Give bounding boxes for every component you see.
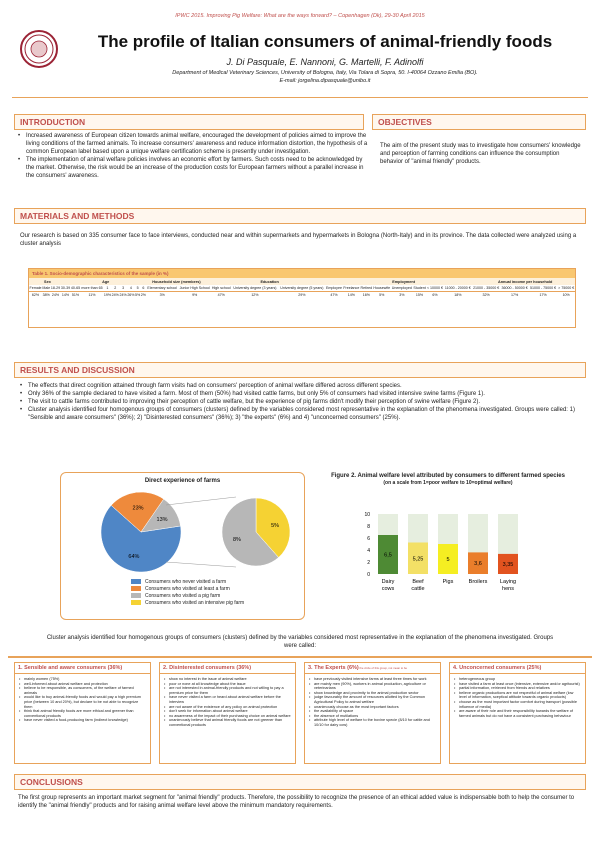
legend-swatch bbox=[131, 579, 141, 584]
table-header-cell: Female bbox=[29, 286, 42, 290]
table-cell: 18% bbox=[454, 293, 462, 297]
section-heading-conclusions: CONCLUSIONS bbox=[14, 774, 586, 790]
pie-legend bbox=[131, 578, 244, 606]
table-cell: 47% bbox=[217, 293, 225, 297]
cluster-box bbox=[449, 662, 586, 764]
x-tick-label: cattle bbox=[411, 586, 425, 592]
bar-value-label: 3,35 bbox=[502, 561, 514, 568]
cluster-title bbox=[450, 663, 585, 674]
authors: J. Di Pasquale, E. Nannoni, G. Martelli, F. Adinolfi bbox=[226, 57, 424, 67]
cluster-item: • attribute high level of welfare to the bovine specie (8/10 for cattle and 10/10 for dairy cow) bbox=[309, 718, 436, 727]
pie-label: 23% bbox=[132, 505, 144, 512]
results-body bbox=[20, 382, 586, 422]
list-item: • Cluster analysis identified four homogenous groups of consumers (clusters) defined by the variables considered most representative in the explanation of the phenomena investigated. Groups were called: 1) "Sensible and aware consumers" (36%); 2) "Disinterested consumers" (36%); 3) "the experts" (6%) and 4) "unconcerned consumers" (25%). bbox=[20, 406, 586, 422]
section-heading-introduction: INTRODUCTION bbox=[14, 114, 364, 130]
cluster-box bbox=[159, 662, 296, 764]
y-tick-label: 8 bbox=[367, 524, 370, 530]
table-header-cell: Elementary school bbox=[147, 286, 177, 290]
table-cell: 3% bbox=[159, 293, 165, 297]
cluster-item: • have never visited a food-producing farm (indirect knowledge) bbox=[19, 718, 146, 723]
table-header-cell: Retired bbox=[360, 286, 373, 290]
table-title: Table 1. Socio-demographic characteristics of the sample (in %) bbox=[29, 269, 575, 278]
y-tick-label: 10 bbox=[364, 512, 370, 518]
cluster-item: • show knowledge and proximity to the animal production sector bbox=[309, 691, 436, 696]
section-heading-methods: MATERIALS AND METHODS bbox=[14, 208, 586, 224]
table-header-cell: 11000 - 20000 € bbox=[444, 286, 471, 290]
sub-pie-label: 5% bbox=[271, 522, 280, 529]
y-tick-label: 6 bbox=[367, 536, 370, 542]
cluster-title-text: 4. Unconcerned consumers (25%) bbox=[453, 665, 542, 671]
table-header-cell: Student bbox=[413, 286, 426, 290]
cluster-item: • are mainly men (90%), workers in animal production, agriculture or veterinarians bbox=[309, 682, 436, 691]
table-header-cell: 6 bbox=[142, 286, 145, 290]
cluster-connector bbox=[8, 656, 592, 658]
table-cell: 17% bbox=[539, 293, 547, 297]
table-cell: 51% bbox=[71, 293, 80, 297]
methods-body: Our research is based on 335 consumer face to face interviews, conducted near and within supermarkets and hypermarkets in Bologna (North-Italy) and in its province. The data collected were analyzed using a cluster analysis bbox=[20, 233, 577, 247]
y-tick-label: 2 bbox=[367, 560, 370, 566]
table-cell: 17% bbox=[511, 293, 519, 297]
bar-value-label: 5 bbox=[446, 557, 450, 563]
list-item: • The implementation of animal welfare policies involves an economic effort by farmers. Such costs need to be acknowledged by the market. Otherwise, the risk would be an increase of the production costs for European farmers without a parallel increase in the consumers' awareness. bbox=[18, 156, 368, 180]
table-header-cell: 30-39 bbox=[60, 286, 71, 290]
bar-value-label: 6,5 bbox=[384, 552, 392, 559]
table-header-cell: < 10000 € bbox=[426, 286, 444, 290]
pie-connector bbox=[166, 497, 236, 505]
cluster-item: • the availability of space bbox=[309, 709, 436, 714]
chart-title: Direct experience of farms bbox=[144, 478, 221, 484]
table-cell: 9% bbox=[192, 293, 198, 297]
table-cell: 12% bbox=[251, 293, 259, 297]
table-header-cell: University degree (3 years) bbox=[233, 286, 277, 290]
pie-label: 13% bbox=[156, 516, 168, 523]
conference-banner: IPWC 2015. Improving Pig Welfare: What are the ways forward? – Copenhagen (Dk), 29-30 April 2015 bbox=[175, 13, 425, 19]
table-header-cell: Junior High School bbox=[179, 286, 210, 290]
cluster-item: • choose as the most important factor comfort during transport (possible influence of media) bbox=[454, 700, 581, 709]
conclusions-body: The first group represents an important market segment for "animal friendly" products. Therefore, the possibility to recognize the presence of an ethical added value is indispensable both to help the consumer to identify the "animal friendly" products and for raising animal welfare level above the minimum mandatory requirements. bbox=[18, 795, 575, 809]
table-header-cell: > 75000 € bbox=[558, 286, 575, 290]
pie-connector bbox=[166, 562, 236, 567]
legend-swatch bbox=[131, 600, 141, 605]
table-header-cell: 36000 - 50000 € bbox=[501, 286, 528, 290]
bar-chart bbox=[318, 504, 578, 614]
table-cell: 32% bbox=[482, 293, 490, 297]
cluster-box bbox=[14, 662, 151, 764]
table-group-header bbox=[29, 278, 575, 285]
table-header-cell: 1 bbox=[106, 286, 109, 290]
table-cell: 11% bbox=[88, 293, 96, 297]
cluster-item: • are not interested in animal-friendly products and not willing to pay a premium price for them bbox=[164, 686, 291, 695]
table-cell: 14% bbox=[61, 293, 70, 297]
chart-subtitle: (on a scale from 1=poor welfare to 10=optimal welfare) bbox=[383, 480, 513, 486]
table-header-cell: 51000 - 75000 € bbox=[530, 286, 557, 290]
x-tick-label: hens bbox=[502, 586, 514, 592]
table-cell: 47% bbox=[330, 293, 338, 297]
bar-value-label: 3,6 bbox=[474, 561, 482, 568]
y-tick-label: 0 bbox=[367, 572, 370, 578]
introduction-body bbox=[18, 132, 368, 180]
cluster-note: the circle of this group, not mean to be bbox=[358, 666, 408, 670]
legend-swatch bbox=[131, 586, 141, 591]
cluster-title-text: 2. Disinterested consumers (36%) bbox=[163, 665, 252, 671]
table-header-cell: 21000 - 35000 € bbox=[473, 286, 500, 290]
table-header-cell: 5 bbox=[136, 286, 139, 290]
x-tick-label: Dairy bbox=[381, 579, 395, 585]
table-cell: 62% bbox=[31, 293, 40, 297]
legend-item bbox=[131, 599, 244, 606]
table-cell: 38% bbox=[42, 293, 50, 297]
affiliation-text: Department of Medical Veterinary Sciences, University of Bologna, Italy, Via Tolara di Sopra, 50. I-40064 Ozzano Emilia (BO). bbox=[172, 70, 478, 76]
table-header-cell: more than 65 bbox=[81, 286, 103, 290]
table-cell: 24% bbox=[51, 293, 60, 297]
email: E-mail: jorgelina.dipasquale@unibo.it bbox=[279, 78, 371, 84]
cluster-item: • have visited a farm at least once (intensive, extensive and/or agritourist) bbox=[454, 682, 581, 687]
cluster-item: • mainly women (75%) bbox=[19, 677, 146, 682]
table-header-cell: Housewife bbox=[373, 286, 391, 290]
table-cell: 24% bbox=[119, 293, 127, 297]
table-cell: 24% bbox=[111, 293, 119, 297]
table-cell: 14% bbox=[347, 293, 355, 297]
table-cell: 10% bbox=[562, 293, 570, 297]
section-heading-objectives: OBJECTIVES bbox=[372, 114, 586, 130]
table-header-cell: 3 bbox=[122, 286, 125, 290]
col-group: Employment bbox=[392, 279, 416, 284]
pie-chart bbox=[61, 487, 304, 577]
cluster-item: • poor or none at all knowledge about the issue bbox=[164, 682, 291, 687]
x-tick-label: Beef bbox=[412, 579, 424, 585]
table-header-cell: High school bbox=[211, 286, 231, 290]
cluster-item: • are not aware of the existence of any policy on animal protection bbox=[164, 705, 291, 710]
cluster-item: • have never visited a farm or heard about animal welfare before the interview bbox=[164, 695, 291, 704]
y-tick-label: 4 bbox=[367, 548, 370, 554]
col-group: Sex bbox=[44, 279, 51, 284]
legend-item bbox=[131, 592, 244, 599]
bar-value-label: 5,25 bbox=[412, 556, 424, 563]
university-seal-logo bbox=[20, 30, 58, 68]
section-heading-results: RESULTS AND DISCUSSION bbox=[14, 362, 586, 378]
cluster-item: • believe to be responsible, as consumers, of the welfare of farmed animals bbox=[19, 686, 146, 695]
table-cell: 29% bbox=[298, 293, 306, 297]
cluster-item: • think that animal friendly foods are more ethical and greener than conventional products bbox=[19, 709, 146, 718]
table-cell: 16% bbox=[362, 293, 370, 297]
cluster-item: • are aware of their role and their responsibility towards the welfare of farmed animals but do not have a consistent purchasing behaviour bbox=[454, 709, 581, 718]
table-grid bbox=[29, 285, 575, 298]
sub-pie-label: 8% bbox=[232, 537, 241, 544]
col-group: Education bbox=[260, 279, 279, 284]
legend-swatch bbox=[131, 593, 141, 598]
legend-label: Consumers who visited an intensive pig farm bbox=[145, 599, 245, 606]
table-row bbox=[29, 292, 575, 299]
cluster-title bbox=[15, 663, 150, 674]
x-tick-label: cows bbox=[381, 586, 395, 592]
cluster-title-text: 3. The Experts (6%) bbox=[308, 665, 359, 671]
table-header-cell: Freelance bbox=[343, 286, 360, 290]
figure-1-pie bbox=[60, 472, 305, 620]
cluster-title bbox=[305, 663, 440, 674]
pie-label: 64% bbox=[128, 553, 140, 560]
cluster-item: • don't seek for information about animal welfare bbox=[164, 709, 291, 714]
table-cell: 26% bbox=[127, 293, 135, 297]
col-group: Annual income per household bbox=[497, 279, 553, 284]
figure-2-bar bbox=[318, 472, 578, 620]
x-tick-label: Broilers bbox=[468, 579, 488, 585]
table-cell: 3% bbox=[399, 293, 405, 297]
table-cell: 2% bbox=[140, 293, 146, 297]
legend-label: Consumers who never visited a farm bbox=[145, 578, 227, 585]
cluster-item: • no awareness of the impact of their purchasing choice on animal welfare bbox=[164, 714, 291, 719]
legend-item bbox=[131, 585, 244, 592]
cluster-item: • would like to buy animal-friendly foods and would pay a high premium price (between 10 and 20%), but declare to be not able to recognize them bbox=[19, 695, 146, 709]
table-cell: 5% bbox=[379, 293, 385, 297]
cluster-title bbox=[160, 663, 295, 674]
chart-title: Figure 2. Animal welfare level attributed by consumers to different farmed species bbox=[331, 473, 565, 479]
x-tick-label: Laying bbox=[499, 579, 517, 585]
x-tick-label: Pigs bbox=[442, 579, 454, 585]
cluster-item: • show no interest in the issue of animal welfare bbox=[164, 677, 291, 682]
table-header-cell: 2 bbox=[114, 286, 117, 290]
list-item: • The visit to cattle farms contributed to improving their perception of cattle welfare, but the experience of pig farms didn't modify their perception of swine welfare (Figure 2). bbox=[20, 398, 586, 406]
cluster-item: • unanimously choose as the most important factors bbox=[309, 705, 436, 710]
socio-demographic-table bbox=[28, 268, 576, 328]
legend-label: Consumers who visited at least a farm bbox=[145, 585, 230, 592]
cluster-item: • unanimously believe that animal friendly foods are not greener than conventional products bbox=[164, 718, 291, 727]
table-header-cell: Employee bbox=[325, 286, 342, 290]
legend-label: Consumers who visited a pig farm bbox=[145, 592, 221, 599]
table-header-cell: 18-29 bbox=[50, 286, 61, 290]
list-item: • Increased awareness of European citizen towards animal welfare, encouraged the development of policies aimed to improve the living conditions of the farmed animals. To increase consumers' awareness and reduce information distortion, the hypothesis of a common European label based upon a unique welfare certification scheme is presently under investigation. bbox=[18, 132, 368, 156]
cluster-boxes bbox=[14, 662, 586, 764]
table-cell: 6% bbox=[432, 293, 438, 297]
cluster-item: • heterogeneous group bbox=[454, 677, 581, 682]
table-cell: 5% bbox=[135, 293, 141, 297]
table-header-cell: 4 bbox=[129, 286, 132, 290]
col-group: Age bbox=[102, 279, 110, 284]
affiliation bbox=[60, 69, 590, 85]
cluster-item: • partial information, retrieved from friends and relatives bbox=[454, 686, 581, 691]
table-header-cell: 40-65 bbox=[70, 286, 81, 290]
cluster-item: • have previously visited intensive farms at least three times for work bbox=[309, 677, 436, 682]
table-header-cell: University degree (5 years) bbox=[280, 286, 324, 290]
cluster-item: • believe organic productions are not respectful of animal welfare (low level of information, sceptical attitude towards organic products) bbox=[454, 691, 581, 700]
objectives-body: The aim of the present study was to investigate how consumers' knowledge and perception of farming conditions can influence the consumption behavior of "animal friendly" products. bbox=[380, 143, 581, 165]
col-group: Household size (members) bbox=[152, 279, 201, 284]
cluster-item: • judge favourably the amount of resources allotted by the Common Agricultural Policy to animal welfare bbox=[309, 695, 436, 704]
cluster-box bbox=[304, 662, 441, 764]
table-cell: 15% bbox=[415, 293, 424, 297]
table-header-cell: Male bbox=[42, 286, 51, 290]
table-cell: 19% bbox=[103, 293, 112, 297]
cluster-item: • the absence of mutilations bbox=[309, 714, 436, 719]
table-header-cell: Unemployed bbox=[391, 286, 412, 290]
legend-item bbox=[131, 578, 244, 585]
cluster-title-text: 1. Sensible and aware consumers (36%) bbox=[18, 665, 123, 671]
list-item: • The effects that direct cognition attained through farm visits had on consumers' perception of animal welfare differed across different species. bbox=[20, 382, 586, 390]
cluster-intro: Cluster analysis identified four homogenous groups of consumers (clusters) defined by the variables considered most representative in the explanation of the phenomena investigated. Groups were called: bbox=[46, 635, 554, 649]
cluster-item: • well-informed about animal welfare and protection bbox=[19, 682, 146, 687]
divider bbox=[12, 97, 588, 98]
poster-title: The profile of Italian consumers of animal-friendly foods bbox=[97, 32, 553, 51]
list-item: • Only 36% of the sample declared to have visited a farm. Most of them (50%) had visited cattle farms, but only 5% of consumers had visited intensive swine farms (Figure 1). bbox=[20, 390, 586, 398]
